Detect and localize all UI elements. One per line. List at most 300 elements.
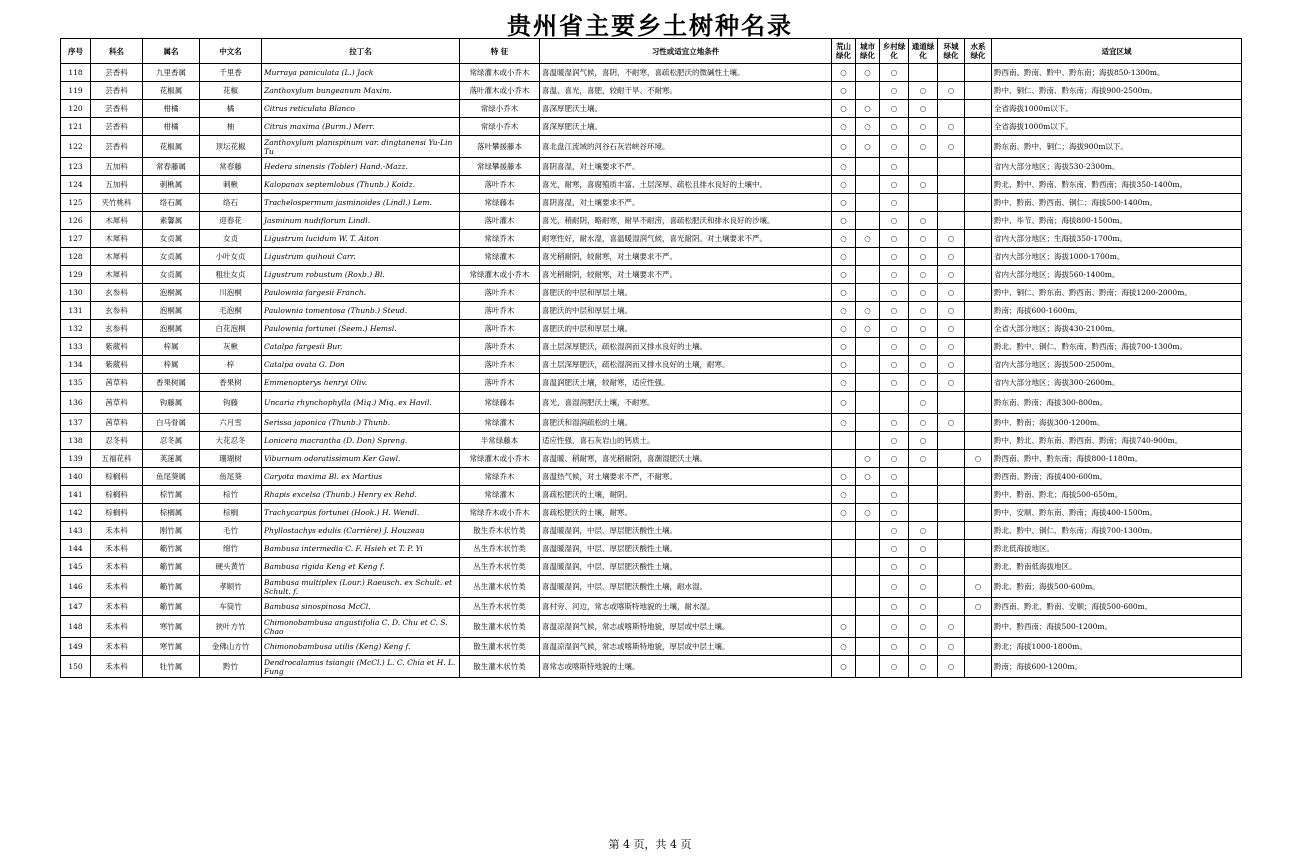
table-row (61, 230, 1242, 248)
greening-mark-cell: ○ (880, 266, 909, 284)
chinese-name-cell: 香果树 (200, 374, 262, 392)
greening-mark-cell: ○ (880, 100, 909, 118)
greening-mark-cell (938, 392, 965, 414)
genus-cell: 女贞属 (143, 266, 200, 284)
greening-mark-cell: ○ (880, 320, 909, 338)
genus-cell: 刺楸属 (143, 176, 200, 194)
greening-mark-cell (880, 392, 909, 414)
feature-cell: 常绿小乔木 (460, 100, 540, 118)
feature-cell: 丛生乔木状竹类 (460, 598, 540, 616)
latin-name-cell: Paulownia fargesii Franch. (262, 284, 460, 302)
greening-mark-cell: ○ (909, 450, 938, 468)
greening-mark-cell: ○ (856, 468, 880, 486)
chinese-name-cell: 绵竹 (200, 540, 262, 558)
latin-name-cell: Citrus reticulata Blanco (262, 100, 460, 118)
greening-mark-cell (938, 212, 965, 230)
region-cell: 黔西南、黔北、黔南、安顺；海拔500-600m。 (992, 598, 1242, 616)
habit-cell: 喜阴喜湿，对土壤要求不严。 (540, 194, 832, 212)
table-row (61, 320, 1242, 338)
greening-mark-cell (965, 194, 992, 212)
habit-cell: 喜光，喜湿润肥沃土壤，不耐寒。 (540, 392, 832, 414)
greening-mark-cell: ○ (909, 320, 938, 338)
greening-mark-cell: ○ (909, 266, 938, 284)
row-number: 136 (61, 392, 91, 414)
greening-mark-cell (965, 118, 992, 136)
habit-cell: 喜温凉湿润气候，常志或喀斯特地貌，厚层或中层土壤。 (540, 638, 832, 656)
greening-mark-cell: ○ (938, 284, 965, 302)
greening-mark-cell: ○ (880, 230, 909, 248)
genus-cell: 柑橘 (143, 118, 200, 136)
greening-mark-cell: ○ (832, 266, 856, 284)
table-row (61, 82, 1242, 100)
feature-cell: 落叶乔木 (460, 356, 540, 374)
chinese-name-cell: 毛泡桐 (200, 302, 262, 320)
page-footer: 第 4 页，共 4 页 (608, 838, 692, 851)
row-number: 123 (61, 158, 91, 176)
row-number: 139 (61, 450, 91, 468)
latin-name-cell: Paulownia fortunei (Seem.) Hemsl. (262, 320, 460, 338)
latin-name-cell: Catalpa ovata G. Don (262, 356, 460, 374)
family-cell: 芸香科 (91, 100, 143, 118)
family-cell: 棕榈科 (91, 486, 143, 504)
greening-mark-cell: ○ (856, 118, 880, 136)
feature-cell: 丛生灌木状竹类 (460, 576, 540, 598)
greening-mark-cell: ○ (832, 616, 856, 638)
feature-cell: 落叶乔木 (460, 176, 540, 194)
region-cell: 省内大部分地区；海拔530-2300m。 (992, 158, 1242, 176)
region-cell: 全省大部分地区；海拔430-2100m。 (992, 320, 1242, 338)
greening-mark-cell (856, 486, 880, 504)
greening-mark-cell (965, 522, 992, 540)
feature-cell: 常绿乔木 (460, 468, 540, 486)
greening-mark-cell: ○ (880, 118, 909, 136)
greening-mark-cell: ○ (832, 284, 856, 302)
latin-name-cell: Bambusa sinospinosa McCl. (262, 598, 460, 616)
row-number: 147 (61, 598, 91, 616)
feature-cell: 常绿灌木 (460, 486, 540, 504)
greening-mark-cell: ○ (880, 638, 909, 656)
table-row (61, 266, 1242, 284)
habit-cell: 喜温、喜光，喜肥，较耐干旱、不耐寒。 (540, 82, 832, 100)
row-number: 140 (61, 468, 91, 486)
habit-cell: 喜北盘江流域的河谷石灰岩峡谷环境。 (540, 136, 832, 158)
table-header-row (61, 39, 1242, 64)
greening-mark-cell: ○ (965, 576, 992, 598)
column-header: 适宜区域 (992, 39, 1242, 64)
greening-mark-cell (965, 558, 992, 576)
genus-cell: 九里香属 (143, 64, 200, 82)
region-cell: 省内大部分地区；生海拔350-1700m。 (992, 230, 1242, 248)
greening-mark-cell (909, 468, 938, 486)
habit-cell: 喜村旁、河边，常志或喀斯特地貌的土壤，耐水湿。 (540, 598, 832, 616)
greening-mark-cell (856, 616, 880, 638)
region-cell: 黔北、黔中、铜仁、黔东南、黔西南；海拔700-1300m。 (992, 338, 1242, 356)
latin-name-cell: Kalopanax septemlobus (Thunb.) Koidz. (262, 176, 460, 194)
region-cell: 省内大部分地区；海拔560-1400m。 (992, 266, 1242, 284)
table-row (61, 100, 1242, 118)
feature-cell: 常绿藤本 (460, 392, 540, 414)
family-cell: 五加科 (91, 158, 143, 176)
greening-mark-cell: ○ (880, 414, 909, 432)
greening-mark-cell (938, 64, 965, 82)
table-row (61, 248, 1242, 266)
feature-cell: 常绿藤本 (460, 194, 540, 212)
family-cell: 禾本科 (91, 540, 143, 558)
greening-mark-cell (856, 432, 880, 450)
greening-mark-cell: ○ (880, 194, 909, 212)
greening-mark-cell: ○ (880, 486, 909, 504)
row-number: 138 (61, 432, 91, 450)
family-cell: 禾本科 (91, 616, 143, 638)
row-number: 125 (61, 194, 91, 212)
family-cell: 五加科 (91, 176, 143, 194)
genus-cell: 络石属 (143, 194, 200, 212)
habit-cell: 喜疏松肥沃的土壤，耐阴。 (540, 486, 832, 504)
feature-cell: 落叶攀援藤本 (460, 136, 540, 158)
greening-mark-cell: ○ (832, 338, 856, 356)
greening-mark-cell: ○ (832, 504, 856, 522)
habit-cell: 喜肥沃的中层和厚层土壤。 (540, 320, 832, 338)
family-cell: 禾本科 (91, 576, 143, 598)
greening-mark-cell: ○ (832, 320, 856, 338)
region-cell: 黔南；海拔600-1600m。 (992, 302, 1242, 320)
row-number: 149 (61, 638, 91, 656)
row-number: 126 (61, 212, 91, 230)
greening-mark-cell: ○ (938, 616, 965, 638)
family-cell: 茜草科 (91, 392, 143, 414)
genus-cell: 梓属 (143, 356, 200, 374)
region-cell: 省内大部分地区；海拔500-2500m。 (992, 356, 1242, 374)
greening-mark-cell: ○ (909, 392, 938, 414)
greening-mark-cell (965, 656, 992, 678)
feature-cell: 常绿灌木 (460, 414, 540, 432)
feature-cell: 散生灌木状竹类 (460, 638, 540, 656)
family-cell: 木犀科 (91, 212, 143, 230)
family-cell: 木犀科 (91, 266, 143, 284)
region-cell: 黔北、黔南；海拔500-600m。 (992, 576, 1242, 598)
row-number: 144 (61, 540, 91, 558)
genus-cell: 素馨属 (143, 212, 200, 230)
greening-mark-cell: ○ (832, 468, 856, 486)
habit-cell: 喜温润肥沃土壤，较耐寒，适应性强。 (540, 374, 832, 392)
chinese-name-cell: 迎春花 (200, 212, 262, 230)
greening-mark-cell (832, 576, 856, 598)
greening-mark-cell: ○ (880, 468, 909, 486)
greening-mark-cell (965, 504, 992, 522)
greening-mark-cell (965, 158, 992, 176)
habit-cell: 喜常志或喀斯特地貌的土壤。 (540, 656, 832, 678)
genus-cell: 花椒属 (143, 82, 200, 100)
row-number: 127 (61, 230, 91, 248)
greening-mark-cell (965, 302, 992, 320)
greening-mark-cell (938, 450, 965, 468)
row-number: 134 (61, 356, 91, 374)
greening-mark-cell: ○ (832, 392, 856, 414)
greening-mark-cell: ○ (938, 656, 965, 678)
greening-mark-cell: ○ (909, 302, 938, 320)
table-row (61, 576, 1242, 598)
habit-cell: 喜温暖湿润，中层、厚层肥沃酸性土壤，耐水湿。 (540, 576, 832, 598)
genus-cell: 棕竹属 (143, 486, 200, 504)
greening-mark-cell (832, 558, 856, 576)
greening-mark-cell: ○ (832, 100, 856, 118)
greening-mark-cell: ○ (880, 136, 909, 158)
greening-mark-cell (965, 100, 992, 118)
greening-mark-cell: ○ (909, 212, 938, 230)
greening-mark-cell (856, 414, 880, 432)
table-row (61, 356, 1242, 374)
region-cell: 黔南；海拔600-1200m。 (992, 656, 1242, 678)
row-number: 142 (61, 504, 91, 522)
habit-cell: 喜深厚肥沃土壤。 (540, 118, 832, 136)
greening-mark-cell (938, 486, 965, 504)
latin-name-cell: Catalpa fargesii Bur. (262, 338, 460, 356)
table-row (61, 302, 1242, 320)
genus-cell: 泡桐属 (143, 284, 200, 302)
table-body (61, 64, 1242, 678)
greening-mark-cell: ○ (909, 230, 938, 248)
region-cell: 黔北、黔中、黔南、黔东南、黔西南；海拔350-1400m。 (992, 176, 1242, 194)
chinese-name-cell: 络石 (200, 194, 262, 212)
greening-mark-cell: ○ (880, 64, 909, 82)
habit-cell: 喜温凉湿润气候，常志或喀斯特地貌，厚层或中层土壤。 (540, 616, 832, 638)
greening-mark-cell: ○ (832, 158, 856, 176)
genus-cell: 鱼尾葵属 (143, 468, 200, 486)
chinese-name-cell: 粗壮女贞 (200, 266, 262, 284)
greening-mark-cell (965, 136, 992, 158)
latin-name-cell: Hedera sinensis (Tobler) Hand.-Mazz. (262, 158, 460, 176)
greening-mark-cell: ○ (938, 638, 965, 656)
greening-mark-cell (965, 486, 992, 504)
family-cell: 茜草科 (91, 414, 143, 432)
latin-name-cell: Jasminum nudiflorum Lindl. (262, 212, 460, 230)
greening-mark-cell (856, 248, 880, 266)
column-header: 属名 (143, 39, 200, 64)
region-cell: 黔北、黔中、铜仁、黔东南；海拔700-1300m。 (992, 522, 1242, 540)
greening-mark-cell: ○ (832, 64, 856, 82)
table-row (61, 284, 1242, 302)
region-cell: 黔东南、黔中、铜仁；海拔900m以下。 (992, 136, 1242, 158)
chinese-name-cell: 刺楸 (200, 176, 262, 194)
greening-mark-cell: ○ (938, 248, 965, 266)
family-cell: 玄参科 (91, 320, 143, 338)
table-row (61, 468, 1242, 486)
genus-cell: 钩藤属 (143, 392, 200, 414)
region-cell: 黔中、毕节、黔南；海拔800-1500m。 (992, 212, 1242, 230)
greening-mark-cell: ○ (832, 302, 856, 320)
greening-mark-cell (965, 540, 992, 558)
row-number: 121 (61, 118, 91, 136)
habit-cell: 喜土层深厚肥沃，疏松湿润而又排水良好的土壤。 (540, 338, 832, 356)
greening-mark-cell (965, 468, 992, 486)
greening-mark-cell (909, 158, 938, 176)
greening-mark-cell: ○ (856, 64, 880, 82)
greening-mark-cell (938, 194, 965, 212)
greening-mark-cell: ○ (880, 356, 909, 374)
greening-mark-cell (965, 212, 992, 230)
chinese-name-cell: 孝顺竹 (200, 576, 262, 598)
genus-cell: 白马骨属 (143, 414, 200, 432)
table-row (61, 338, 1242, 356)
family-cell: 忍冬科 (91, 432, 143, 450)
genus-cell: 香果树属 (143, 374, 200, 392)
greening-mark-cell (856, 540, 880, 558)
greening-mark-cell: ○ (832, 356, 856, 374)
greening-mark-cell (965, 230, 992, 248)
greening-mark-cell: ○ (938, 302, 965, 320)
row-number: 122 (61, 136, 91, 158)
region-cell: 省内大部分地区；海拔300-2600m。 (992, 374, 1242, 392)
latin-name-cell: Bambusa rigida Keng et Keng f. (262, 558, 460, 576)
table-row (61, 194, 1242, 212)
greening-mark-cell (965, 284, 992, 302)
greening-mark-cell (965, 338, 992, 356)
feature-cell: 落叶灌木或小乔木 (460, 82, 540, 100)
greening-mark-cell: ○ (909, 558, 938, 576)
feature-cell: 散生乔木状竹类 (460, 522, 540, 540)
greening-mark-cell: ○ (909, 248, 938, 266)
greening-mark-cell (856, 522, 880, 540)
latin-name-cell: Zanthoxylum planispinum var. dingtanensi Yu-Lin Tu (262, 136, 460, 158)
feature-cell: 落叶乔木 (460, 302, 540, 320)
greening-mark-cell: ○ (832, 176, 856, 194)
feature-cell: 散生灌木状竹类 (460, 656, 540, 678)
greening-mark-cell: ○ (880, 82, 909, 100)
latin-name-cell: Trachycarpus fortunei (Hook.) H. Wendl. (262, 504, 460, 522)
feature-cell: 常绿攀援藤本 (460, 158, 540, 176)
greening-mark-cell (856, 374, 880, 392)
region-cell: 黔中、黔北、黔东南、黔西南、黔南；海拔740-900m。 (992, 432, 1242, 450)
greening-mark-cell: ○ (880, 598, 909, 616)
table-row (61, 432, 1242, 450)
habit-cell: 喜光稍耐阴，较耐寒，对土壤要求不严。 (540, 266, 832, 284)
chinese-name-cell: 千里香 (200, 64, 262, 82)
genus-cell: 簕竹属 (143, 540, 200, 558)
greening-mark-cell: ○ (880, 212, 909, 230)
habit-cell: 喜温暖湿润，中层、厚层肥沃酸性土壤。 (540, 522, 832, 540)
family-cell: 禾本科 (91, 598, 143, 616)
greening-mark-cell: ○ (856, 450, 880, 468)
greening-mark-cell (909, 486, 938, 504)
greening-mark-cell: ○ (938, 356, 965, 374)
greening-mark-cell (909, 504, 938, 522)
greening-mark-cell (938, 100, 965, 118)
greening-mark-cell: ○ (909, 576, 938, 598)
region-cell: 黔中、黔西南；海拔500-1200m。 (992, 616, 1242, 638)
greening-mark-cell (909, 64, 938, 82)
genus-cell: 棕榈属 (143, 504, 200, 522)
genus-cell: 荚蒾属 (143, 450, 200, 468)
greening-mark-cell: ○ (880, 504, 909, 522)
chinese-name-cell: 狭叶方竹 (200, 616, 262, 638)
chinese-name-cell: 顶坛花椒 (200, 136, 262, 158)
column-header: 荒山绿化 (832, 39, 856, 64)
greening-mark-cell (965, 638, 992, 656)
column-header: 特 征 (460, 39, 540, 64)
region-cell: 全省海拔1000m以下。 (992, 100, 1242, 118)
chinese-name-cell: 橘 (200, 100, 262, 118)
latin-name-cell: Lonicera macrantha (D. Don) Spreng. (262, 432, 460, 450)
region-cell: 黔西南、黔南、黔中、黔东南；海拔850-1300m。 (992, 64, 1242, 82)
greening-mark-cell: ○ (880, 302, 909, 320)
greening-mark-cell: ○ (832, 82, 856, 100)
greening-mark-cell: ○ (832, 656, 856, 678)
habit-cell: 适应性强，喜石灰岩山的钙质土。 (540, 432, 832, 450)
greening-mark-cell (965, 374, 992, 392)
region-cell: 黔西南、黔中、黔东南；海拔800-1180m。 (992, 450, 1242, 468)
chinese-name-cell: 川泡桐 (200, 284, 262, 302)
column-header: 水系绿化 (965, 39, 992, 64)
greening-mark-cell (856, 266, 880, 284)
greening-mark-cell (965, 82, 992, 100)
family-cell: 禾本科 (91, 638, 143, 656)
family-cell: 紫葳科 (91, 356, 143, 374)
chinese-name-cell: 六月雪 (200, 414, 262, 432)
family-cell: 禾本科 (91, 656, 143, 678)
table-row (61, 504, 1242, 522)
greening-mark-cell (856, 158, 880, 176)
row-number: 130 (61, 284, 91, 302)
greening-mark-cell (938, 432, 965, 450)
greening-mark-cell: ○ (856, 230, 880, 248)
latin-name-cell: Serissa japonica (Thunb.) Thunb. (262, 414, 460, 432)
feature-cell: 常绿乔木 (460, 230, 540, 248)
region-cell: 黔西南、黔南；海拔400-600m。 (992, 468, 1242, 486)
family-cell: 茜草科 (91, 374, 143, 392)
table-row (61, 558, 1242, 576)
greening-mark-cell (938, 558, 965, 576)
feature-cell: 常绿灌木或小乔木 (460, 450, 540, 468)
greening-mark-cell: ○ (880, 374, 909, 392)
habit-cell: 喜光，稍耐阴，略耐寒，耐旱不耐涝，喜疏松肥沃和排水良好的沙壤。 (540, 212, 832, 230)
genus-cell: 泡桐属 (143, 320, 200, 338)
row-number: 120 (61, 100, 91, 118)
habit-cell: 喜温暖湿润，中层、厚层肥沃酸性土壤。 (540, 558, 832, 576)
region-cell: 全省海拔1000m以下。 (992, 118, 1242, 136)
column-header: 城市绿化 (856, 39, 880, 64)
greening-mark-cell: ○ (880, 656, 909, 678)
greening-mark-cell: ○ (856, 504, 880, 522)
greening-mark-cell: ○ (909, 598, 938, 616)
region-cell: 黔中、铜仁、黔东南、黔西南、黔南；海拔1200-2000m。 (992, 284, 1242, 302)
greening-mark-cell: ○ (909, 338, 938, 356)
table-row (61, 158, 1242, 176)
greening-mark-cell: ○ (965, 598, 992, 616)
row-number: 137 (61, 414, 91, 432)
greening-mark-cell (832, 450, 856, 468)
greening-mark-cell: ○ (909, 82, 938, 100)
genus-cell: 牡竹属 (143, 656, 200, 678)
family-cell: 芸香科 (91, 64, 143, 82)
greening-mark-cell: ○ (938, 338, 965, 356)
feature-cell: 常绿乔木或小乔木 (460, 504, 540, 522)
latin-name-cell: Ligustrum lucidum W. T. Aiton (262, 230, 460, 248)
feature-cell: 常绿小乔木 (460, 118, 540, 136)
table-row (61, 486, 1242, 504)
greening-mark-cell: ○ (856, 136, 880, 158)
greening-mark-cell: ○ (832, 230, 856, 248)
greening-mark-cell: ○ (856, 302, 880, 320)
chinese-name-cell: 硬头黄竹 (200, 558, 262, 576)
greening-mark-cell: ○ (909, 118, 938, 136)
greening-mark-cell: ○ (909, 638, 938, 656)
column-header: 习性或适宜立地条件 (540, 39, 832, 64)
region-cell: 黔中、黔南、黔北；海拔500-650m。 (992, 486, 1242, 504)
column-header: 序号 (61, 39, 91, 64)
greening-mark-cell (965, 616, 992, 638)
chinese-name-cell: 金佛山方竹 (200, 638, 262, 656)
family-cell: 芸香科 (91, 82, 143, 100)
